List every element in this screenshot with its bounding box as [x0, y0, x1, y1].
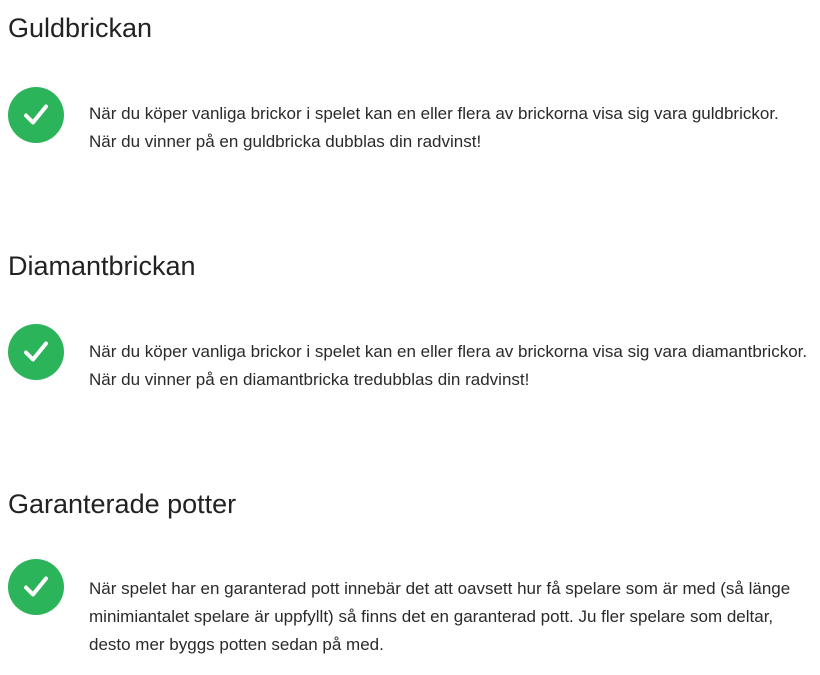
checkmark-glyph — [21, 337, 51, 367]
section-description: När du köper vanliga brickor i spelet kan en eller flera av brickorna visa sig vara guldbrickor. När du vinner på en guldbricka dubblas din radvinst! — [89, 104, 779, 151]
checkmark-icon — [8, 559, 64, 615]
checkmark-icon — [8, 324, 64, 380]
section-title: Diamantbrickan — [8, 251, 196, 281]
section-title: Garanterade potter — [8, 489, 237, 519]
section-title: Guldbrickan — [8, 13, 153, 43]
checkmark-glyph — [21, 572, 51, 602]
section-description: När du köper vanliga brickor i spelet kan en eller flera av brickorna visa sig vara diamantbrickor. När du vinner på en diamantbricka tredubblas din radvinst! — [89, 342, 808, 389]
checkmark-icon — [8, 87, 64, 143]
section-description: När spelet har en garanterad pott innebär det att oavsett hur få spelare som är med (så länge minimiantalet spelare är uppfyllt) så finns det en garanterad pott. Ju fler spelare som deltar, desto mer byggs potten sedan på med. — [89, 579, 791, 654]
checkmark-glyph — [21, 100, 51, 130]
